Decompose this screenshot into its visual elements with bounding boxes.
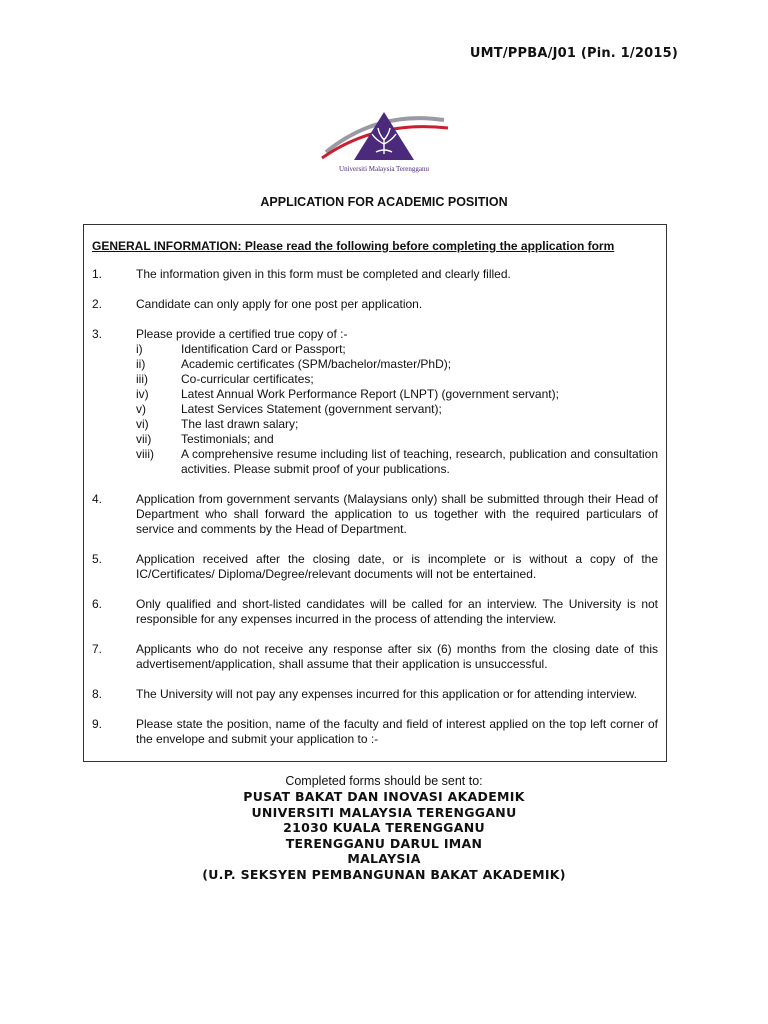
sub-item-number: viii) (136, 447, 154, 461)
document-reference: UMT/PPBA/J01 (Pin. 1/2015) (469, 46, 678, 61)
item-number: 3. (92, 327, 103, 341)
sub-item (136, 357, 658, 372)
item-text: Only qualified and short-listed candidates will be called for an interview. The University is not responsible for any expenses incurred in the process of attending the interview. (136, 597, 658, 626)
item-number: 4. (92, 492, 103, 506)
item-number: 1. (92, 267, 103, 281)
sub-item-number: vi) (136, 417, 149, 431)
address-line: PUSAT BAKAT DAN INOVASI AKADEMIK (243, 789, 525, 804)
address-line: 21030 KUALA TERENGGANU (283, 820, 485, 835)
list-item (92, 267, 658, 282)
form-title: APPLICATION FOR ACADEMIC POSITION (260, 195, 508, 209)
item-body (136, 327, 658, 477)
item-number: 5. (92, 552, 103, 566)
general-information-heading: GENERAL INFORMATION: Please read the following before completing the application form (92, 239, 615, 253)
general-information-box (83, 224, 667, 762)
sub-item-number: vii) (136, 432, 152, 446)
item-text: Application received after the closing date, or is incomplete or is without a copy of the IC/Certificates/ Diploma/Degree/relevant documents will not be entertained. (136, 552, 658, 581)
sub-item (136, 432, 658, 447)
sub-item (136, 402, 658, 417)
sub-item-number: v) (136, 402, 146, 416)
list-item (92, 642, 658, 672)
list-item (92, 687, 658, 702)
mailing-intro: Completed forms should be sent to: (285, 774, 483, 788)
sub-item-number: iv) (136, 387, 149, 401)
sub-item-number: ii) (136, 357, 146, 371)
item-text: The information given in this form must be completed and clearly filled. (136, 267, 511, 281)
item-number: 6. (92, 597, 103, 611)
item-number: 7. (92, 642, 103, 656)
item-text: Please provide a certified true copy of :- (136, 327, 348, 341)
sub-item-text: Testimonials; and (181, 432, 274, 446)
item-text: Candidate can only apply for one post per application. (136, 297, 423, 311)
list-item (92, 327, 658, 477)
address-line: UNIVERSITI MALAYSIA TERENGGANU (251, 804, 517, 820)
sub-item-text: Co-curricular certificates; (181, 372, 314, 386)
list-item (92, 717, 658, 747)
item-text: Applicants who do not receive any response after six (6) months from the closing date of this advertisement/application, shall assume that their application is unsuccessful. (136, 642, 658, 671)
item-number: 2. (92, 297, 103, 311)
sub-item-text: Academic certificates (SPM/bachelor/master/PhD); (181, 357, 452, 371)
university-logo (316, 108, 452, 180)
mailing-address (0, 773, 768, 882)
list-item (92, 552, 658, 582)
sub-item-text: Latest Services Statement (government servant); (181, 402, 442, 416)
item-number: 8. (92, 687, 103, 701)
item-text: The University will not pay any expenses incurred for this application or for attending interview. (136, 687, 637, 701)
logo-emblem-icon (316, 108, 452, 180)
item-text: Application from government servants (Malaysians only) shall be submitted through their Head of Department who shall forward the application to us together with the required particulars of service and comments by the Head of Department. (136, 492, 658, 536)
address-line: TERENGGANU DARUL IMAN (285, 835, 483, 851)
sub-item-text: A comprehensive resume including list of teaching, research, publication and consultation activities. Please submit proof of your publications. (181, 447, 658, 476)
sub-item (136, 387, 658, 402)
sub-item (136, 342, 658, 357)
address-line: MALAYSIA (347, 851, 421, 866)
sub-item-text: Latest Annual Work Performance Report (LNPT) (government servant); (181, 387, 559, 401)
sub-item-number: iii) (136, 372, 148, 386)
sub-item (136, 447, 658, 477)
list-item (92, 297, 658, 312)
item-number: 9. (92, 717, 103, 731)
sub-item-number: i) (136, 342, 143, 356)
list-item (92, 492, 658, 537)
item-text: Please state the position, name of the faculty and field of interest applied on the top left corner of the envelope and submit your application to :- (136, 717, 658, 746)
list-item (92, 597, 658, 627)
address-line: (U.P. SEKSYEN PEMBANGUNAN BAKAT AKADEMIK) (202, 866, 566, 882)
sub-item (136, 372, 658, 387)
sub-item-text: The last drawn salary; (181, 417, 299, 431)
sub-item-text: Identification Card or Passport; (181, 342, 346, 356)
logo-text: Universiti Malaysia Terengganu (339, 165, 429, 173)
sub-item (136, 417, 658, 432)
